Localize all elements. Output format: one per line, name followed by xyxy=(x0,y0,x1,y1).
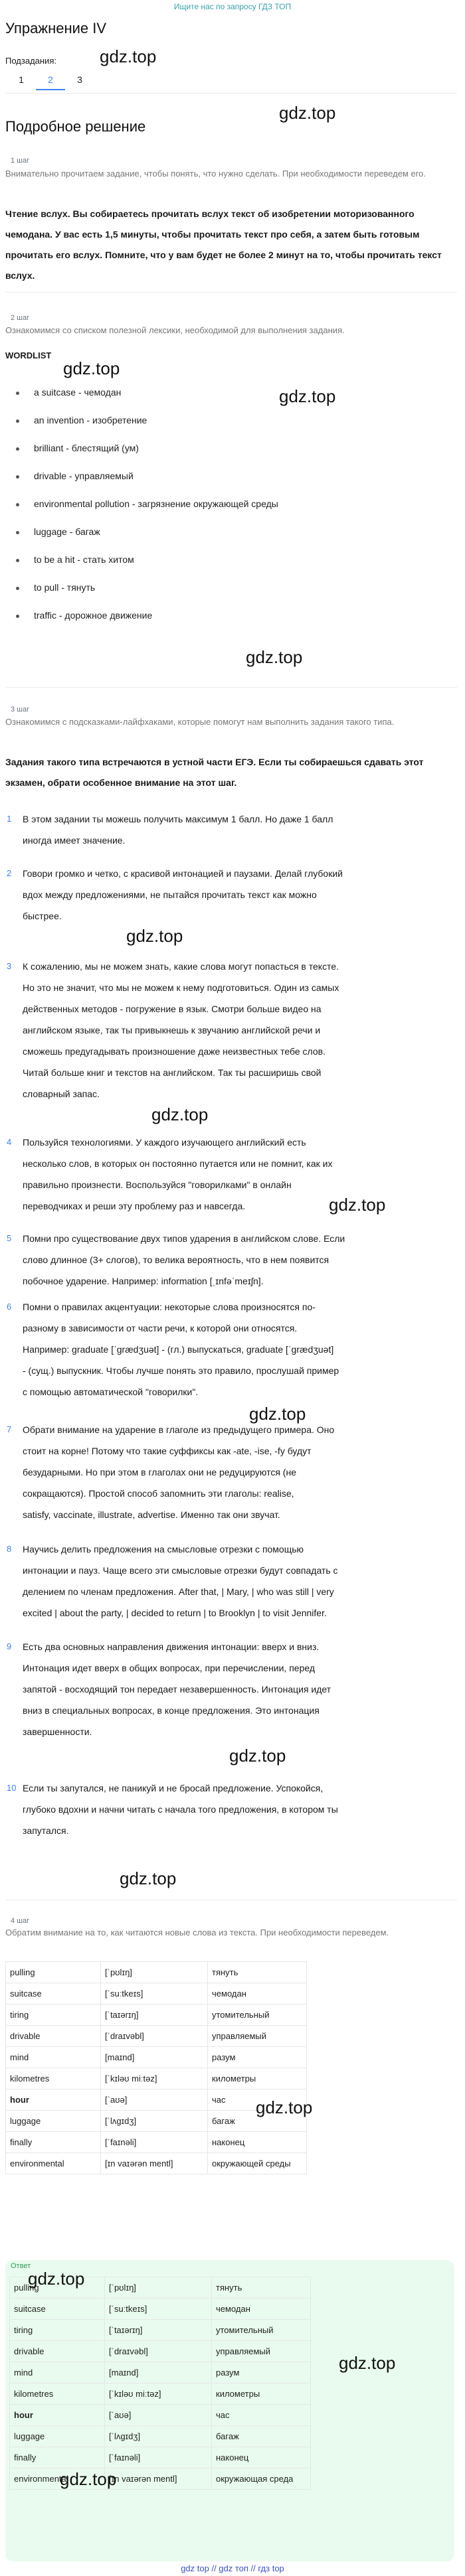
word-cell: kilometres xyxy=(6,2068,101,2089)
translation-cell: утомительный xyxy=(208,2005,307,2026)
transcription-cell: [ˈpʊlɪŋ] xyxy=(101,1962,208,1983)
tip-item: 8 Научись делить предложения на смысловые отрезки с помощью интонации и пауз. Чаще всего эти смысловые отрезки будут совпадать с делением по членам предложения. After that, | Mary, | who was still | very excited | about the party, | decided to return | to Brooklyn | to visit Jennifer. xyxy=(7,1539,458,1624)
translation-cell: багаж xyxy=(208,2111,307,2132)
word-cell: finally xyxy=(10,2447,105,2468)
wordlist-item: drivable - управляемый xyxy=(16,471,134,481)
tab-1[interactable]: 1 xyxy=(19,74,24,85)
word-cell: hour xyxy=(10,2405,105,2426)
wordlist-item: to be a hit - стать хитом xyxy=(16,554,134,565)
word-cell: mind xyxy=(6,2047,101,2068)
transcription-cell: [ˈlʌɡɪdʒ] xyxy=(101,2111,208,2132)
transcription-cell: [maɪnd] xyxy=(105,2362,212,2384)
bullet-icon xyxy=(16,392,19,395)
step-text: Чтение вслух. Вы собираетесь прочитать вслух текст об изобретении моторизованного чемодана. У вас есть 1,5 минуты, чтобы прочитать текст про себя, а затем быть готовым прочитать его вслух. Помните, что у вам будет не более 2 минут на то, чтобы прочитать текст вслух. xyxy=(5,208,442,281)
bullet-icon xyxy=(16,559,19,562)
wordlist-item: a suitcase - чемодан xyxy=(16,387,121,398)
transcription-cell: [ɪn vaɪərən mentl] xyxy=(101,2153,208,2174)
table-row xyxy=(10,2405,311,2426)
watermark: gdz.top xyxy=(339,2353,396,2373)
translation-cell: управляемый xyxy=(208,2026,307,2047)
watermark: gdz.top xyxy=(256,2097,313,2117)
transcription-cell: [ˈlʌɡɪdʒ] xyxy=(105,2426,212,2447)
tip-number: 5 xyxy=(7,1233,12,1243)
tip-item: 7 Обрати внимание на ударение в глаголе из предыдущего примера. Оно стоит на корне! Потому что такие суффиксы как -ate, -ise, -fy будут безударными. Но при этом в глаголах они не редуцируются (не сокращаются). Простой способ запомнить эти глаголы: realise, satisfy, vaccinate, illustrate, advertise. Именно так они звучат. xyxy=(7,1419,458,1525)
transcription-cell: [ˈfaɪnəli] xyxy=(101,2132,208,2153)
word-cell: tiring xyxy=(6,2005,101,2026)
table-row xyxy=(10,2384,311,2405)
translation-cell: тянуть xyxy=(208,1962,307,1983)
subtask-tabs xyxy=(7,70,94,90)
table-row xyxy=(6,2047,307,2068)
transcription-cell: [ˈpʊlɪŋ] xyxy=(105,2277,212,2299)
word-cell: finally xyxy=(6,2132,101,2153)
divider xyxy=(5,292,457,293)
bullet-icon xyxy=(16,615,19,618)
watermark: gdz.top xyxy=(120,1868,177,1888)
translation-cell: наконец xyxy=(208,2132,307,2153)
tip-number: 6 xyxy=(7,1302,12,1312)
vocab-table xyxy=(5,1961,307,2174)
tip-number: 2 xyxy=(7,868,12,878)
tip-item: 5 Помни про существование двух типов ударения в английском слове. Если слово длинное (3+ слогов), то велика вероятность, что в нем появится побочное ударение. Например: information [ˌɪnfəˈmeɪʃn]. xyxy=(7,1228,458,1292)
wordlist-title: WORDLIST xyxy=(5,350,52,360)
step-label: 2 шаг xyxy=(11,314,30,322)
answer-table xyxy=(9,2277,311,2490)
answer-box xyxy=(5,2260,454,2561)
watermark: gdz.top xyxy=(60,2469,117,2489)
translation-cell: чемодан xyxy=(208,1983,307,2005)
word-cell: luggage xyxy=(10,2426,105,2447)
step-note: Обратим внимание на то, как читаются новые слова из текста. При необходимости переведем. xyxy=(5,1928,389,1937)
watermark: gdz.top xyxy=(63,358,120,378)
step-note: Внимательно прочитаем задание, чтобы понять, что нужно сделать. При необходимости переведем его. xyxy=(5,169,426,179)
transcription-cell: [ˈaʊə] xyxy=(101,2089,208,2111)
step-label: 1 шаг xyxy=(11,157,30,165)
bullet-icon xyxy=(16,475,19,479)
table-row xyxy=(6,2005,307,2026)
watermark: gdz.top xyxy=(246,647,303,667)
tip-number: 1 xyxy=(7,814,12,824)
table-row xyxy=(10,2468,311,2490)
word-cell: drivable xyxy=(10,2341,105,2362)
translation-cell: час xyxy=(212,2405,311,2426)
bullet-icon xyxy=(16,531,19,534)
transcription-cell: [ˈaʊə] xyxy=(105,2405,212,2426)
translation-cell: разум xyxy=(212,2362,311,2384)
word-cell: suitcase xyxy=(6,1983,101,2005)
watermark: gdz.top xyxy=(279,386,336,406)
table-row xyxy=(10,2299,311,2320)
tip-number: 3 xyxy=(7,961,12,971)
translation-cell: час xyxy=(208,2089,307,2111)
transcription-cell: [ˈkɪləʊ miːtəz] xyxy=(105,2384,212,2405)
tip-item: 4 Пользуйся технологиями. У каждого изучающего английский есть несколько слов, в которых он постоянно путается или не помнит, как их правильно произнести. Воспользуйся "говорилками" в онлайн переводчиках и реши эту проблему раз и навсегда. xyxy=(7,1132,458,1217)
transcription-cell: [ˈsuːtkeɪs] xyxy=(101,1983,208,2005)
translation-cell: чемодан xyxy=(212,2299,311,2320)
transcription-cell: [ˈfaɪnəli] xyxy=(105,2447,212,2468)
wordlist-item: to pull - тянуть xyxy=(16,582,95,593)
tip-number: 9 xyxy=(7,1641,12,1651)
watermark: gdz.top xyxy=(151,1104,209,1124)
step-note: Ознакомимся со списком полезной лексики, необходимой для выполнения задания. xyxy=(5,325,345,335)
divider xyxy=(5,687,457,688)
tip-number: 10 xyxy=(7,1783,17,1793)
watermark: gdz.top xyxy=(28,2269,85,2289)
table-row xyxy=(6,2068,307,2089)
wordlist-item: traffic - дорожное движение xyxy=(16,610,152,621)
wordlist-item: brilliant - блестящий (ум) xyxy=(16,443,139,453)
table-row xyxy=(10,2447,311,2468)
word-cell: mind xyxy=(10,2362,105,2384)
table-row xyxy=(6,1983,307,2005)
solution-heading: Подробное решение xyxy=(5,118,146,135)
table-row xyxy=(6,1962,307,1983)
tip-item: 6 Помни о правилах акцентуации: некоторые слова произносятся по- разному в зависимости от части речи, к которой они относятся. Например: graduate [ˈɡrædʒuət] - (гл.) выпускаться, graduate [ˈɡrædʒuət] - (сущ.) выпускник. Чтобы лучше понять это правило, прослушай пример с помощью автоматической "говорилки". xyxy=(7,1296,458,1402)
footer-links[interactable]: gdz top // gdz топ // гдз top xyxy=(181,2563,284,2573)
step-intro: Задания такого типа встречаются в устной части ЕГЭ. Если ты собираешься сдавать этот экзамен, обрати особенное внимание на этот шаг. xyxy=(5,757,424,788)
transcription-cell: [ˈsuːtkeɪs] xyxy=(105,2299,212,2320)
divider xyxy=(5,93,457,94)
step-label: 4 шаг xyxy=(11,1917,30,1925)
step-label: 3 шаг xyxy=(11,706,30,714)
bullet-icon xyxy=(16,447,19,451)
transcription-cell: [ˈtaɪərɪŋ] xyxy=(105,2320,212,2341)
watermark: gdz.top xyxy=(100,46,157,66)
watermark: gdz.top xyxy=(229,1746,286,1766)
translation-cell: наконец xyxy=(212,2447,311,2468)
subtasks-label: Подзадания: xyxy=(5,56,56,66)
step-note: Ознакомимся с подсказками-лайфхаками, которые помогут нам выполнить задания такого типа. xyxy=(5,717,395,727)
tip-item: 9 Есть два основных направления движения интонации: вверх и вниз. Интонация идет вверх в общих вопросах, при перечислении, перед запятой - восходящий тон передает незавершенность. Интонация идет вниз в специальных вопросах, в конце предложения. Это интонация завершенности. xyxy=(7,1636,458,1742)
tab-2[interactable]: 2 xyxy=(36,70,65,90)
transcription-cell: [ˈtaɪərɪŋ] xyxy=(101,2005,208,2026)
translation-cell: разум xyxy=(208,2047,307,2068)
top-banner[interactable] xyxy=(0,0,465,13)
table-row xyxy=(10,2362,311,2384)
tip-item: 1 В этом задании ты можешь получить максимум 1 балл. Но даже 1 балл иногда имеет значение. xyxy=(7,808,458,851)
tip-item: 3 К сожалению, мы не можем знать, какие слова могут попасться в тексте. Но это не значит, что мы не можем к нему подготовиться. Один из самых действенных методов - погружение в язык. Смотри больше видео на английском языке, так ты привыкнешь к звучанию английской речи и сможешь предугадывать произношение даже неизвестных тебе слов. Читай больше книг и текстов на английском. Так ты расширишь свой словарный запас. xyxy=(7,956,458,1104)
tip-number: 7 xyxy=(7,1424,12,1434)
word-cell: luggage xyxy=(6,2111,101,2132)
watermark: gdz.top xyxy=(279,103,336,123)
translation-cell: километры xyxy=(208,2068,307,2089)
bullet-icon xyxy=(16,587,19,590)
translation-cell: окружающей среды xyxy=(208,2153,307,2174)
wordlist-item: environmental pollution - загрязнение окружающей среды xyxy=(16,498,278,509)
translation-cell: утомительный xyxy=(212,2320,311,2341)
watermark: gdz.top xyxy=(249,1404,306,1424)
translation-cell: управляемый xyxy=(212,2341,311,2362)
transcription-cell: [ˈdraɪvəbl] xyxy=(101,2026,208,2047)
tip-number: 4 xyxy=(7,1137,12,1147)
transcription-cell: [ɪn vaɪərən mentl] xyxy=(105,2468,212,2490)
word-cell: hour xyxy=(6,2089,101,2111)
table-row xyxy=(10,2320,311,2341)
page-title: Упражнение IV xyxy=(5,20,107,37)
bullet-icon xyxy=(16,503,19,506)
tip-item: 10 Если ты запутался, не паникуй и не бросай предложение. Успокойся, глубоко вдохни и начни читать с начала того предложения, в котором ты запутался. xyxy=(7,1778,458,1841)
wordlist-item: luggage - багаж xyxy=(16,526,100,537)
banner-text[interactable]: Ищите нас по запросу ГДЗ ТОП xyxy=(173,2,292,11)
table-row xyxy=(6,2132,307,2153)
watermark: gdz.top xyxy=(329,1195,386,1215)
tip-item: 2 Говори громко и четко, с красивой интонацией и паузами. Делай глубокий вдох между предложениями, не пытайся прочитать текст как можно быстрее. xyxy=(7,863,458,927)
word-cell: environmental xyxy=(10,2468,105,2490)
tip-number: 8 xyxy=(7,1544,12,1554)
wordlist-item: an invention - изобретение xyxy=(16,415,147,425)
tab-3[interactable]: 3 xyxy=(77,74,82,85)
watermark: gdz.top xyxy=(126,926,183,946)
transcription-cell: [ˈdraɪvəbl] xyxy=(105,2341,212,2362)
word-cell: suitcase xyxy=(10,2299,105,2320)
transcription-cell: [maɪnd] xyxy=(101,2047,208,2068)
word-cell: tiring xyxy=(10,2320,105,2341)
table-row xyxy=(10,2341,311,2362)
translation-cell: окружающая среда xyxy=(212,2468,311,2490)
word-cell: pulling xyxy=(10,2277,105,2299)
translation-cell: тянуть xyxy=(212,2277,311,2299)
word-cell: environmental xyxy=(6,2153,101,2174)
word-cell: drivable xyxy=(6,2026,101,2047)
word-cell: pulling xyxy=(6,1962,101,1983)
translation-cell: километры xyxy=(212,2384,311,2405)
transcription-cell: [ˈkɪləʊ miːtəz] xyxy=(101,2068,208,2089)
table-row xyxy=(6,2153,307,2174)
table-row xyxy=(6,2026,307,2047)
table-row xyxy=(10,2426,311,2447)
word-cell: kilometres xyxy=(10,2384,105,2405)
bullet-icon xyxy=(16,419,19,423)
translation-cell: багаж xyxy=(212,2426,311,2447)
answer-label: Ответ xyxy=(11,2262,31,2270)
